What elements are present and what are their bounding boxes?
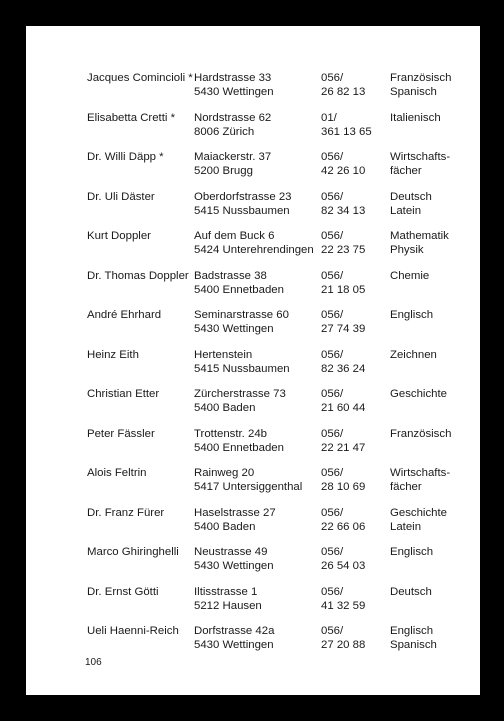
entry-name: Kurt Doppler <box>87 230 151 242</box>
entry-subjects <box>390 229 449 257</box>
directory-entry <box>87 150 477 190</box>
entry-phone-area: 056/ <box>321 546 344 558</box>
entry-address <box>194 466 302 494</box>
entry-subject: fächer <box>390 165 422 177</box>
entry-name: Alois Feltrin <box>87 467 147 479</box>
entry-city: 5417 Untersiggenthal <box>194 481 303 493</box>
entry-city: 5212 Hausen <box>194 599 262 612</box>
entry-name: Dr. Thomas Doppler <box>87 269 189 282</box>
entry-phone <box>321 308 365 336</box>
entry-subjects <box>390 190 432 218</box>
entry-phone <box>321 71 365 99</box>
document-page <box>26 26 480 695</box>
entry-city: 5415 Nussbaumen <box>194 204 290 217</box>
entry-street: Trottenstr. 24b <box>194 427 268 440</box>
entry-street: Seminarstrasse 60 <box>194 309 289 321</box>
entry-subject: Französisch <box>390 427 452 440</box>
entry-phone-number: 27 74 39 <box>321 323 366 335</box>
entry-subject: Latein <box>390 520 422 533</box>
entry-phone <box>321 427 365 455</box>
entry-phone-area: 056/ <box>321 151 344 163</box>
entry-subject: Spanisch <box>390 639 437 651</box>
entry-street: Iltisstrasse 1 <box>194 585 258 598</box>
entry-phone <box>321 624 365 652</box>
entry-address <box>194 624 274 652</box>
entry-phone <box>321 269 365 297</box>
entry-city: 8006 Zürich <box>194 125 255 138</box>
entry-phone <box>321 387 365 415</box>
entry-subjects <box>390 545 433 559</box>
entry-subject: Englisch <box>390 546 434 558</box>
entry-address <box>194 427 284 455</box>
entry-subject: Spanisch <box>390 86 437 98</box>
entry-address <box>194 190 292 218</box>
entry-phone-number: 22 21 47 <box>321 441 366 454</box>
entry-street: Maiackerstr. 37 <box>194 151 272 163</box>
entry-phone-area: 056/ <box>321 427 344 440</box>
entry-subject: Wirtschafts- <box>390 467 451 479</box>
entry-city: 5430 Wettingen <box>194 323 274 335</box>
entry-name: Marco Ghiringhelli <box>87 546 179 558</box>
entry-name: Peter Fässler <box>87 427 155 440</box>
entry-street: Badstrasse 38 <box>194 269 267 282</box>
entry-phone-area: 056/ <box>321 269 344 282</box>
entry-subjects <box>390 585 432 599</box>
entry-city: 5200 Brugg <box>194 165 253 177</box>
entry-subject: Französisch <box>390 72 452 84</box>
entry-name: Elisabetta Cretti * <box>87 111 175 124</box>
entry-phone-area: 01/ <box>321 111 337 124</box>
entry-name: Christian Etter <box>87 388 160 400</box>
entry-city: 5400 Baden <box>194 520 256 533</box>
directory-entry <box>87 229 477 269</box>
entry-city: 5400 Ennetbaden <box>194 283 284 296</box>
entry-subjects <box>390 387 447 401</box>
entry-phone-number: 21 60 44 <box>321 402 366 414</box>
page-number: 106 <box>85 657 102 668</box>
entry-address <box>194 585 262 613</box>
entry-phone <box>321 111 372 139</box>
entry-name: Dr. Ernst Götti <box>87 585 159 598</box>
entry-subject: Chemie <box>390 269 430 282</box>
entry-address <box>194 229 314 257</box>
entry-phone-area: 056/ <box>321 467 344 479</box>
entry-subject: Englisch <box>390 309 434 321</box>
entry-subject: Zeichnen <box>390 348 437 361</box>
entry-city: 5430 Wettingen <box>194 560 274 572</box>
entry-city: 5430 Wettingen <box>194 639 274 651</box>
entry-street: Rainweg 20 <box>194 467 255 479</box>
entry-phone-number: 82 36 24 <box>321 362 366 375</box>
entry-subjects <box>390 308 433 322</box>
entry-name: Dr. Uli Däster <box>87 190 155 203</box>
entry-phone <box>321 150 365 178</box>
entry-city: 5430 Wettingen <box>194 86 274 98</box>
entry-phone-number: 361 13 65 <box>321 125 372 138</box>
entry-address <box>194 545 274 573</box>
entry-phone-number: 41 32 59 <box>321 599 366 612</box>
entry-phone-area: 056/ <box>321 309 344 321</box>
entry-phone-area: 056/ <box>321 506 344 519</box>
entry-subjects <box>390 348 437 362</box>
entry-street: Hertenstein <box>194 348 253 361</box>
entry-street: Haselstrasse 27 <box>194 506 276 519</box>
entry-name: Dr. Willi Däpp * <box>87 151 164 163</box>
entry-street: Oberdorfstrasse 23 <box>194 190 292 203</box>
entry-phone <box>321 229 365 257</box>
entry-city: 5415 Nussbaumen <box>194 362 290 375</box>
entry-address <box>194 348 290 376</box>
entry-subject: Englisch <box>390 625 434 637</box>
directory-entry <box>87 427 477 467</box>
entry-address <box>194 506 276 534</box>
entry-street: Dorfstrasse 42a <box>194 625 275 637</box>
directory-entry <box>87 190 477 230</box>
entry-name: Dr. Franz Fürer <box>87 506 165 519</box>
directory-entry <box>87 269 477 309</box>
entry-phone <box>321 506 365 534</box>
entry-phone-number: 28 10 69 <box>321 481 366 493</box>
directory-entry <box>87 348 477 388</box>
entry-phone-number: 21 18 05 <box>321 283 366 296</box>
directory-entry <box>87 624 477 664</box>
entry-phone <box>321 466 365 494</box>
entry-address <box>194 111 271 139</box>
teacher-directory <box>87 71 477 664</box>
directory-entry <box>87 387 477 427</box>
entry-subjects <box>390 624 437 652</box>
entry-address <box>194 387 286 415</box>
entry-street: Hardstrasse 33 <box>194 72 272 84</box>
entry-subject: Mathematik <box>390 230 449 242</box>
entry-subjects <box>390 427 451 441</box>
entry-subject: Latein <box>390 204 422 217</box>
entry-phone <box>321 585 365 613</box>
entry-phone-number: 22 66 06 <box>321 520 366 533</box>
entry-subjects <box>390 269 429 283</box>
entry-subjects <box>390 111 441 125</box>
entry-phone-number: 82 34 13 <box>321 204 366 217</box>
directory-entry <box>87 466 477 506</box>
entry-phone-number: 42 26 10 <box>321 165 366 177</box>
entry-address <box>194 269 284 297</box>
directory-entry <box>87 506 477 546</box>
entry-subjects <box>390 150 450 178</box>
entry-subject: Geschichte <box>390 506 447 519</box>
entry-address <box>194 308 289 336</box>
entry-phone-area: 056/ <box>321 72 344 84</box>
entry-phone <box>321 545 365 573</box>
entry-name: Heinz Eith <box>87 348 139 361</box>
entry-street: Zürcherstrasse 73 <box>194 388 286 400</box>
entry-subject: Geschichte <box>390 388 447 400</box>
directory-entry <box>87 71 477 111</box>
entry-street: Auf dem Buck 6 <box>194 230 275 242</box>
entry-subjects <box>390 466 450 494</box>
entry-phone-area: 056/ <box>321 230 344 242</box>
directory-entry <box>87 545 477 585</box>
entry-phone-area: 056/ <box>321 348 344 361</box>
entry-phone-number: 26 82 13 <box>321 86 366 98</box>
entry-city: 5400 Baden <box>194 402 256 414</box>
entry-name: Jacques Comincioli * <box>87 72 193 84</box>
entry-subject: Wirtschafts- <box>390 151 451 163</box>
entry-subject: Physik <box>390 244 424 256</box>
entry-subjects <box>390 71 451 99</box>
directory-entry <box>87 111 477 151</box>
entry-subject: Deutsch <box>390 585 432 598</box>
directory-entry <box>87 585 477 625</box>
entry-phone <box>321 190 365 218</box>
entry-phone-number: 22 23 75 <box>321 244 366 256</box>
entry-name: Ueli Haenni-Reich <box>87 625 179 637</box>
entry-address <box>194 150 271 178</box>
entry-subject: Italienisch <box>390 111 441 124</box>
entry-city: 5424 Unterehrendingen <box>194 244 314 256</box>
entry-phone-number: 27 20 88 <box>321 639 366 651</box>
entry-phone-number: 26 54 03 <box>321 560 366 572</box>
entry-phone <box>321 348 365 376</box>
entry-phone-area: 056/ <box>321 190 344 203</box>
entry-phone-area: 056/ <box>321 585 344 598</box>
entry-phone-area: 056/ <box>321 388 344 400</box>
entry-subjects <box>390 506 447 534</box>
entry-street: Neustrasse 49 <box>194 546 268 558</box>
directory-entry <box>87 308 477 348</box>
entry-subject: Deutsch <box>390 190 432 203</box>
entry-city: 5400 Ennetbaden <box>194 441 284 454</box>
entry-phone-area: 056/ <box>321 625 344 637</box>
entry-name: André Ehrhard <box>87 309 162 321</box>
entry-subject: fächer <box>390 481 422 493</box>
entry-street: Nordstrasse 62 <box>194 111 272 124</box>
entry-address <box>194 71 274 99</box>
